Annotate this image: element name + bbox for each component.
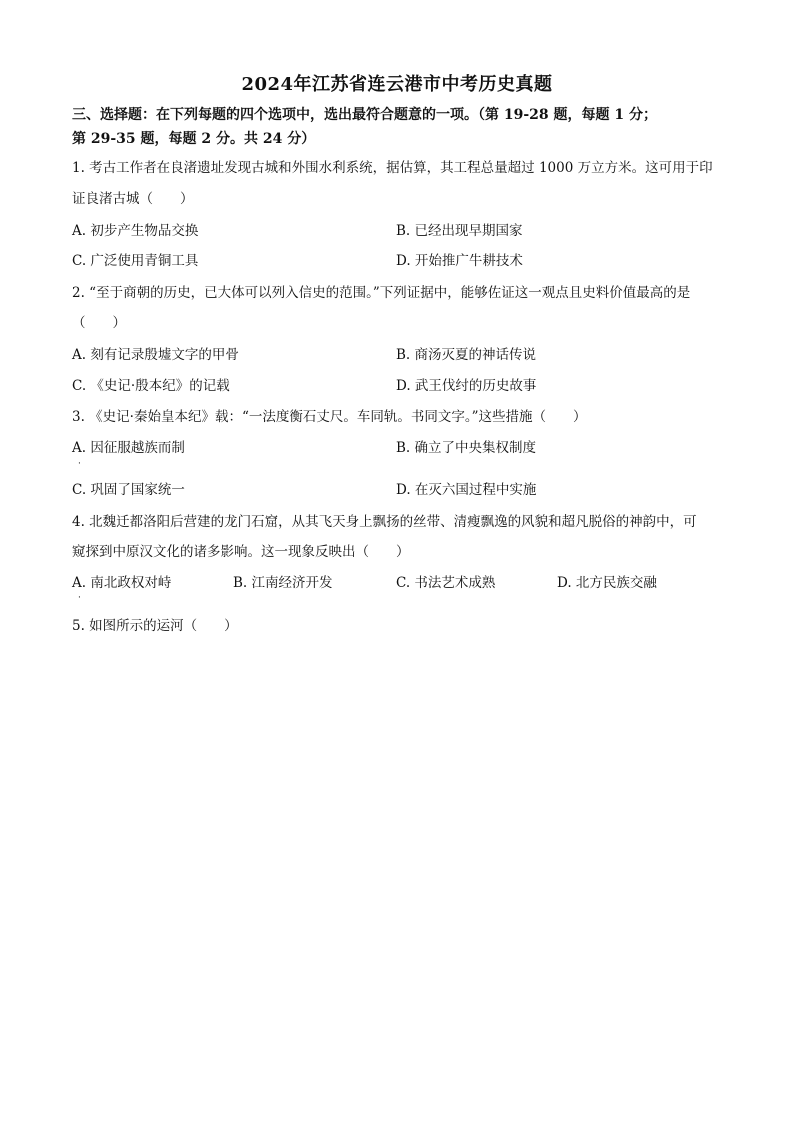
question-1-option-c: C. 广泛使用青铜工具 xyxy=(72,253,199,269)
question-1-stem-line-2: 证良渚古城（ ） xyxy=(72,191,194,207)
question-1-option-a: A. 初步产生物品交换 xyxy=(72,223,199,239)
question-1-stem-line-1: 1. 考古工作者在良渚遗址发现古城和外围水利系统，据估算，其工程总量超过 1000 万立方米。这可用于印 xyxy=(72,160,713,176)
question-2-option-a: A. 刻有记录殷墟文字的甲骨 xyxy=(72,347,239,363)
question-3-option-b: B. 确立了中央集权制度 xyxy=(396,440,537,456)
question-3-stem-line-1: 3. 《史记·秦始皇本纪》载：“一法度衡石丈尺。车同轨。书同文字。”这些措施（ ） xyxy=(72,409,587,425)
question-4-option-c: C. 书法艺术成熟 xyxy=(396,575,496,591)
question-4-stem-line-1: 4. 北魏迁都洛阳后营建的龙门石窟，从其飞天身上飘扬的丝带、清瘦飘逸的风貌和超凡脱俗的神韵中，可 xyxy=(72,514,697,530)
section-instructions-line-2: 第 29-35 题，每题 2 分。共 24 分） xyxy=(72,131,316,147)
question-3-option-c: C. 巩固了国家统一 xyxy=(72,482,185,498)
stray-mark: · xyxy=(78,459,81,469)
question-2-option-d: D. 武王伐纣的历史故事 xyxy=(396,378,537,394)
question-5-stem-line-1: 5. 如图所示的运河（ ） xyxy=(72,618,238,634)
question-1-option-d: D. 开始推广牛耕技术 xyxy=(396,253,523,269)
question-4-option-d: D. 北方民族交融 xyxy=(557,575,657,591)
section-instructions-line-1: 三、选择题：在下列每题的四个选项中，选出最符合题意的一项。（第 19-28 题，每题 1 分； xyxy=(72,107,658,123)
question-2-stem-line-2: （ ） xyxy=(72,315,126,331)
question-3-option-a: A. 因征服越族而制 xyxy=(72,440,185,456)
document-title: 2024年江苏省连云港市中考历史真题 xyxy=(241,74,553,95)
question-2-option-c: C. 《史记·殷本纪》的记载 xyxy=(72,378,230,394)
question-4-option-b: B. 江南经济开发 xyxy=(233,575,333,591)
question-1-option-b: B. 已经出现早期国家 xyxy=(396,223,523,239)
question-4-stem-line-2: 窥探到中原汉文化的诸多影响。这一现象反映出（ ） xyxy=(72,544,410,560)
question-2-option-b: B. 商汤灭夏的神话传说 xyxy=(396,347,537,363)
question-2-stem-line-1: 2. “至于商朝的历史，已大体可以列入信史的范围。”下列证据中，能够佐证这一观点且史料价值最高的是 xyxy=(72,285,691,301)
question-3-option-d: D. 在灭六国过程中实施 xyxy=(396,482,537,498)
question-4-option-a: A. 南北政权对峙 xyxy=(72,575,172,591)
stray-mark: · xyxy=(78,593,81,603)
